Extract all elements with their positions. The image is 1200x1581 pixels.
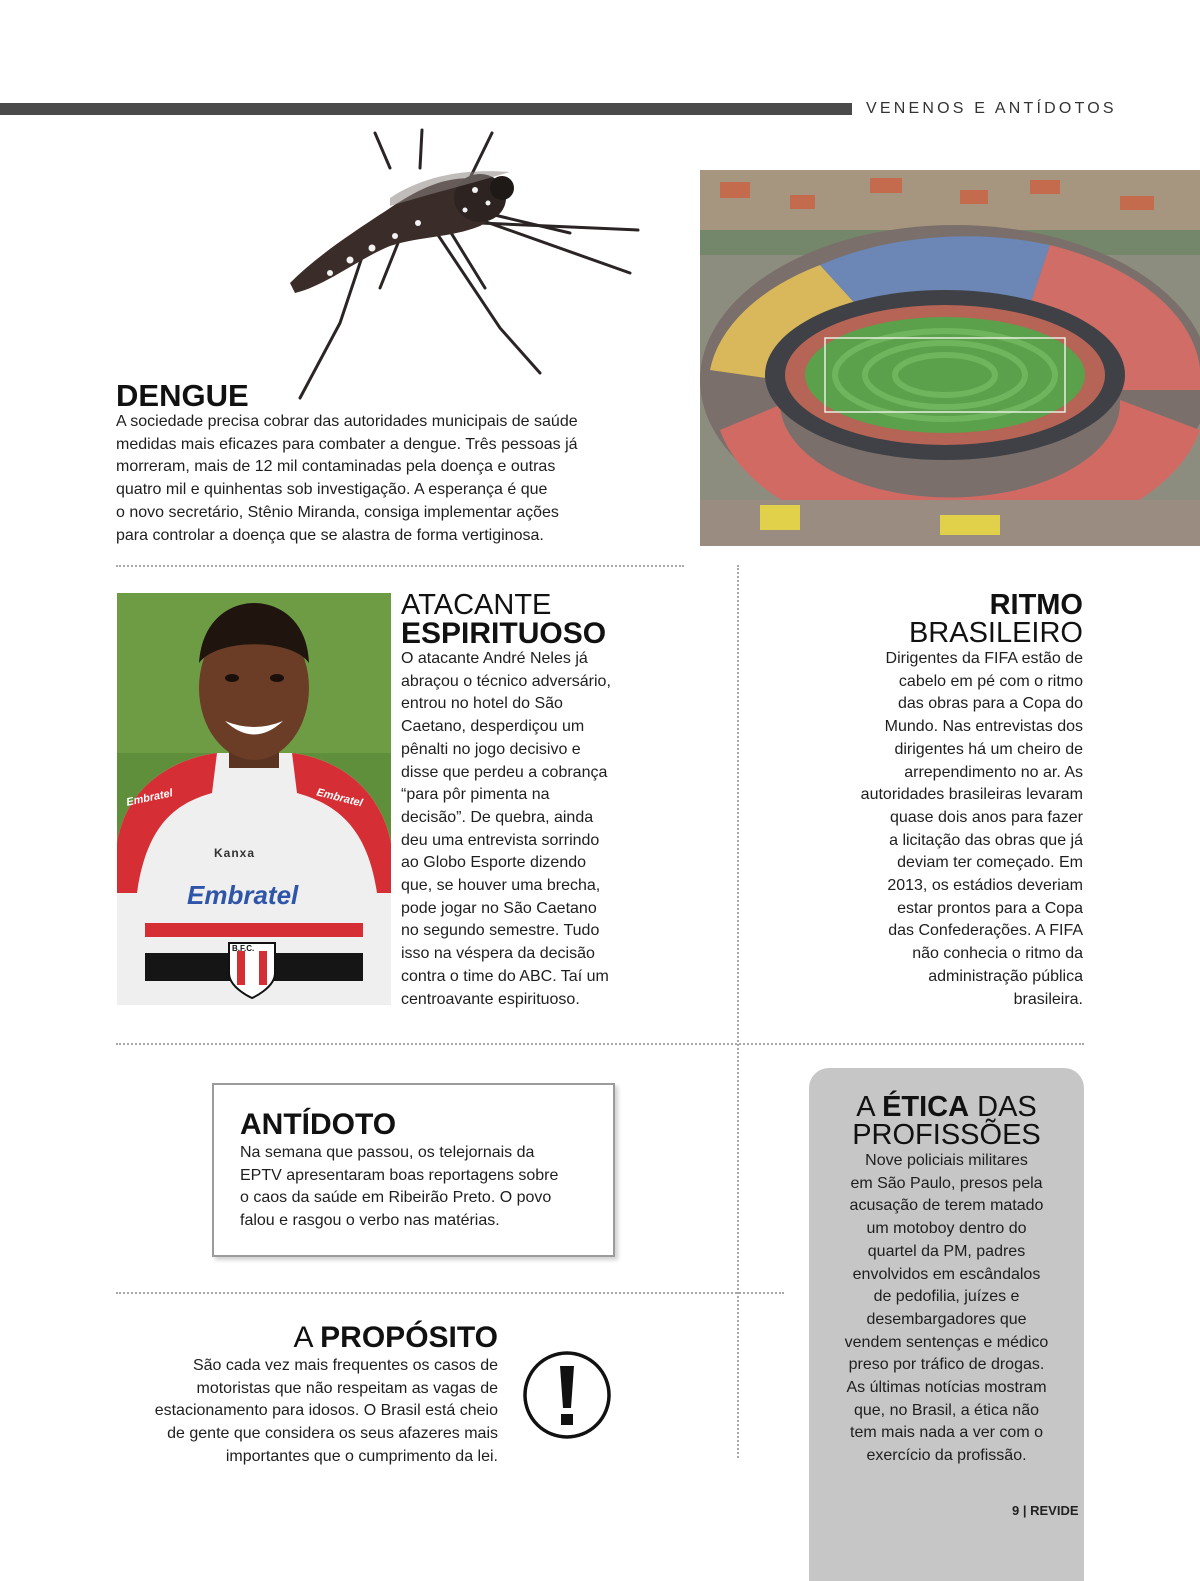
atacante-line: isso na véspera da decisão bbox=[401, 945, 595, 963]
stadium-image bbox=[700, 170, 1200, 546]
atacante-line: O atacante André Neles já bbox=[401, 650, 588, 667]
atacante-line: contra o time do ABC. Taí um bbox=[401, 967, 609, 985]
proposito-title-a: A bbox=[293, 1321, 321, 1354]
etica-title bbox=[809, 1093, 1084, 1122]
ritmo-line: administração pública bbox=[928, 967, 1083, 985]
dengue-title: DENGUE bbox=[116, 378, 249, 413]
magazine-name: REVIDE bbox=[1030, 1503, 1079, 1518]
etica-body bbox=[809, 1150, 1084, 1468]
proposito-title-bold: PROPÓSITO bbox=[320, 1321, 498, 1354]
ritmo-line: Dirigentes da FIFA estão de bbox=[885, 650, 1083, 667]
atacante-line: no segundo semestre. Tudo bbox=[401, 922, 600, 940]
dotted-divider bbox=[116, 1043, 1084, 1045]
etica-line: em São Paulo, presos pela bbox=[850, 1174, 1043, 1192]
ritmo-line: dirigentes há um cheiro de bbox=[894, 740, 1083, 758]
dengue-line: quatro mil e quinhentas sob investigação. A esperança é que bbox=[116, 481, 548, 499]
antidoto-line: o caos da saúde em Ribeirão Preto. O povo bbox=[240, 1189, 552, 1207]
ritmo-line: 2013, os estádios deveriam bbox=[887, 877, 1083, 895]
ritmo-line: não conhecia o ritmo da bbox=[912, 945, 1083, 963]
etica-line: preso por tráfico de drogas. bbox=[848, 1356, 1045, 1374]
etica-line: que, no Brasil, a ética não bbox=[853, 1401, 1039, 1419]
exclamation-circle-icon bbox=[522, 1350, 612, 1440]
ritmo-body bbox=[783, 648, 1083, 1011]
atacante-line: ao Globo Esporte dizendo bbox=[401, 854, 587, 872]
dengue-line: para controlar a doença que se alastra de forma vertiginosa. bbox=[116, 526, 544, 544]
etica-title-a: A bbox=[856, 1091, 883, 1123]
jersey-sponsor: Embratel bbox=[187, 880, 299, 910]
section-bar bbox=[0, 103, 852, 115]
ritmo-line: Mundo. Nas entrevistas dos bbox=[884, 718, 1083, 736]
dengue-body bbox=[116, 411, 676, 547]
atacante-line: abraçou o técnico adversário, bbox=[401, 672, 611, 690]
atacante-line: centroavante espirituoso. bbox=[401, 990, 580, 1008]
dengue-line: o novo secretário, Stênio Miranda, consiga implementar ações bbox=[116, 503, 559, 521]
etica-line: de pedofilia, juízes e bbox=[873, 1288, 1020, 1306]
atacante-line: decisão”. De quebra, ainda bbox=[401, 808, 594, 826]
atacante-line: deu uma entrevista sorrindo bbox=[401, 831, 600, 849]
etica-title-bold: ÉTICA bbox=[882, 1091, 970, 1123]
atacante-line: entrou no hotel do São bbox=[401, 695, 563, 713]
antidoto-line: Na semana que passou, os telejornais da bbox=[240, 1144, 535, 1161]
page-number: 9 bbox=[1012, 1503, 1020, 1518]
etica-line: quartel da PM, padres bbox=[867, 1242, 1026, 1260]
dengue-line: morreram, mais de 12 mil contaminadas pela doença e outras bbox=[116, 458, 556, 476]
proposito-line: São cada vez mais frequentes os casos de bbox=[192, 1357, 498, 1374]
dotted-divider bbox=[116, 565, 684, 567]
folio-separator: | bbox=[1022, 1503, 1027, 1518]
atacante-line: disse que perdeu a cobrança bbox=[401, 763, 608, 781]
atacante-line: “para pôr pimenta na bbox=[401, 786, 550, 804]
atacante-line: Caetano, desperdiçou um bbox=[401, 718, 585, 736]
etica-line: tem mais nada a ver com o bbox=[850, 1424, 1043, 1442]
atacante-line: pênalti no jogo decisivo e bbox=[401, 740, 581, 758]
etica-line: exercício da profissão. bbox=[866, 1447, 1027, 1465]
jersey-brand: Kanxa bbox=[214, 846, 256, 860]
page-folio bbox=[1012, 1503, 1079, 1518]
antidoto-line: falou e rasgou o verbo nas matérias. bbox=[240, 1212, 500, 1230]
section-label: VENENOS E ANTÍDOTOS bbox=[866, 100, 1117, 117]
ritmo-line: brasileira. bbox=[1013, 990, 1083, 1008]
antidoto-line: EPTV apresentaram boas reportagens sobre bbox=[240, 1166, 559, 1184]
ritmo-line: arrependimento no ar. As bbox=[904, 763, 1083, 781]
dotted-column-divider bbox=[737, 565, 739, 1458]
atacante-title-light: ATACANTE bbox=[401, 589, 552, 621]
antidoto-body bbox=[240, 1142, 610, 1233]
etica-line: vendem sentenças e médico bbox=[844, 1333, 1049, 1351]
etica-title-line2: PROFISSÕES bbox=[852, 1119, 1041, 1151]
etica-line: um motoboy dentro do bbox=[866, 1220, 1027, 1238]
ritmo-title-bold: RITMO bbox=[989, 589, 1083, 621]
dotted-divider bbox=[116, 1292, 784, 1294]
proposito-line: de gente que considera os seus afazeres mais bbox=[167, 1425, 498, 1443]
ritmo-line: cabelo em pé com o ritmo bbox=[898, 672, 1083, 690]
etica-line: envolvidos em escândalos bbox=[852, 1265, 1041, 1283]
jersey-crest: B.F.C. bbox=[232, 944, 255, 953]
ritmo-line: deviam ter começado. Em bbox=[897, 854, 1083, 872]
proposito-title bbox=[293, 1323, 498, 1353]
ritmo-line: estar prontos para a Copa bbox=[897, 899, 1083, 917]
ritmo-title-light: BRASILEIRO bbox=[908, 617, 1083, 649]
etica-title-das: DAS bbox=[969, 1091, 1037, 1123]
ritmo-line: autoridades brasileiras levaram bbox=[860, 786, 1083, 804]
proposito-line: motoristas que não respeitam as vagas de bbox=[196, 1379, 498, 1397]
atacante-line: que, se houver uma brecha, bbox=[401, 877, 601, 895]
atacante-title-bold: ESPIRITUOSO bbox=[401, 617, 607, 650]
ritmo-line: das Confederações. A FIFA bbox=[888, 922, 1083, 940]
etica-line: Nove policiais militares bbox=[865, 1152, 1028, 1169]
etica-line: desembargadores que bbox=[866, 1310, 1027, 1328]
atacante-body bbox=[401, 648, 701, 1011]
proposito-body bbox=[98, 1355, 498, 1469]
atacante-line: pode jogar no São Caetano bbox=[401, 899, 597, 917]
ritmo-line: quase dois anos para fazer bbox=[889, 808, 1083, 826]
proposito-line: importantes que o cumprimento da lei. bbox=[225, 1447, 498, 1465]
ritmo-line: a licitação das obras que já bbox=[889, 831, 1083, 849]
jersey-sleeve-logo: Embratel bbox=[315, 786, 364, 810]
ritmo-line: das obras para a Copa do bbox=[897, 695, 1083, 713]
etica-line: acusação de terem matado bbox=[849, 1197, 1044, 1215]
proposito-line: estacionamento para idosos. O Brasil está cheio bbox=[154, 1402, 498, 1420]
dengue-line: medidas mais eficazes para combater a dengue. Três pessoas já bbox=[116, 435, 578, 453]
mosquito-image bbox=[270, 128, 650, 403]
etica-line: As últimas notícias mostram bbox=[846, 1379, 1047, 1397]
jersey-sleeve-logo: Embratel bbox=[125, 787, 174, 809]
antidoto-title: ANTÍDOTO bbox=[240, 1108, 397, 1141]
dengue-line: A sociedade precisa cobrar das autoridades municipais de saúde bbox=[116, 413, 578, 430]
